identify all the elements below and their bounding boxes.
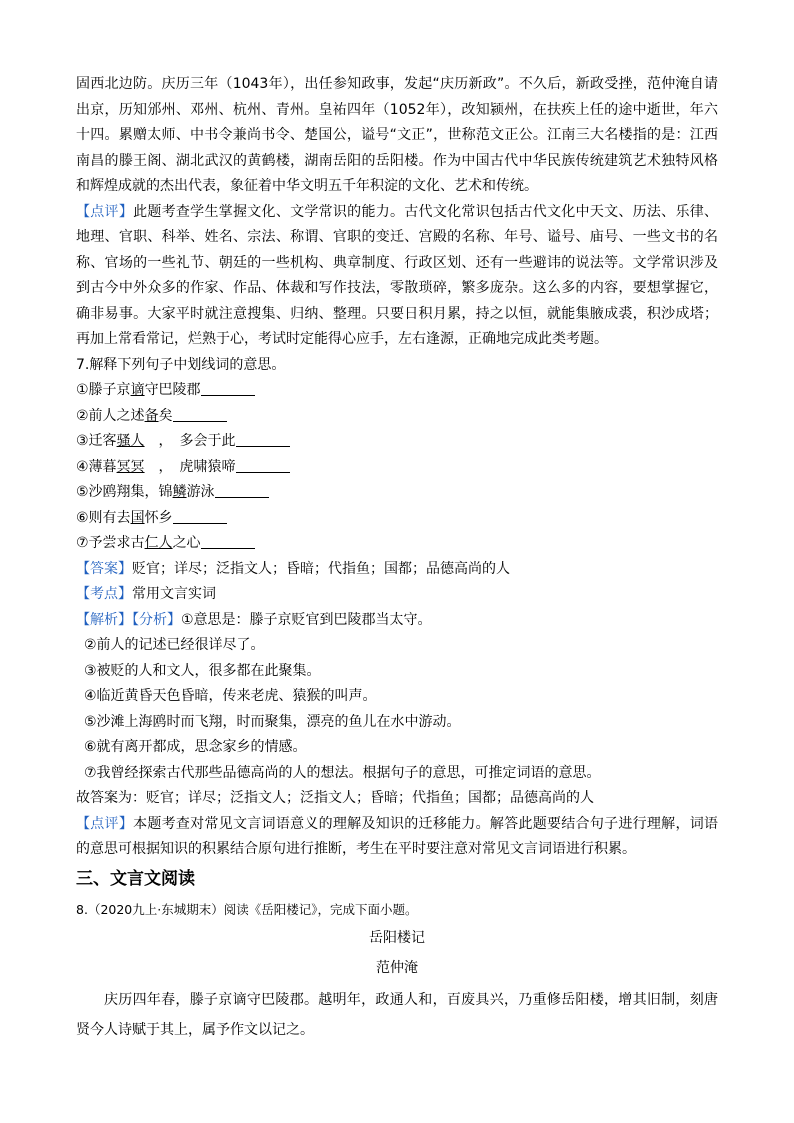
- comment-text: 此题考查学生掌握文化、文学常识的能力。古代文化常识包括古代文化中天文、历法、乐律、地理、官职、科举、姓名、宗法、称谓、官职的变迁、宫殿的名称、年号、谥号、庙号、一些文书的名称、官场的一些礼节、朝廷的一些机构、典章制度、行政区划、还有一些避讳的说法等。文学常识涉及到古今中外众多的作家、作品、体裁和写作技法，零散琐碎，繁多庞杂。这么多的内容，要想掌握它，确非易事。大家平时就注意搜集、归纳、整理。只要日积月累，持之以恒，就能集腋成裘，积沙成塔；再加上常看常记，烂熟于心，考试时定能得心应手，左右逢源，正确地完成此类考题。: [76, 203, 719, 347]
- kaodian-label: 【考点】: [76, 586, 132, 602]
- kaodian-text: 常用文言实词: [132, 586, 216, 602]
- section-heading: 三、文言文阅读: [76, 868, 195, 889]
- jiexi-line: [76, 608, 718, 634]
- q7-item-1: ①滕子京谪守巴陵郡: [76, 378, 718, 404]
- q7-item-7: ⑦予尝求古仁人之心: [76, 531, 718, 557]
- jiexi-line-3: ③被贬的人和文人，很多都在此聚集。: [84, 662, 321, 679]
- answer-blank: [236, 456, 290, 473]
- answer-line: [76, 557, 718, 583]
- answer-text: 贬官；详尽；泛指文人；昏暗；代指鱼；国都；品德高尚的人: [132, 560, 510, 577]
- fenxi-label: 【分析】: [132, 611, 181, 628]
- answer-blank: [173, 405, 227, 422]
- q7-item-4: ④薄暮冥冥 ， 虎啸猿啼: [76, 455, 718, 481]
- answer-blank: [173, 507, 227, 524]
- document-content: [76, 72, 718, 1045]
- kaodian-line: [76, 582, 718, 608]
- answer-blank: [236, 430, 290, 447]
- poem-title: 岳阳楼记: [369, 930, 425, 946]
- answer-blank: [215, 481, 269, 498]
- jiexi-line-7: ⑦我曾经探索古代那些品德高尚的人的想法。根据句子的意思，可推定词语的意思。: [84, 764, 601, 781]
- question-7-title: 7.解释下列句子中划线词的意思。: [76, 356, 286, 373]
- jiexi-line-2: ②前人的记述已经很详尽了。: [84, 637, 265, 653]
- jiexi-line-5: ⑤沙滩上海鸥时而飞翔，时而聚集，漂亮的鱼儿在水中游动。: [84, 713, 461, 730]
- jiexi-line-4: ④临近黄昏天色昏暗，传来老虎、猿猴的叫声。: [84, 688, 377, 704]
- jiexi-label: 【解析】: [76, 611, 132, 628]
- question-8: 8.（2020九上·东城期末）阅读《岳阳楼记》，完成下面小题。: [76, 901, 418, 917]
- poem-author: 范仲淹: [376, 959, 418, 976]
- answer-blank: [201, 379, 255, 396]
- q7-item-3: ③迁客骚人 ， 多会于此: [76, 429, 718, 455]
- comment-paragraph-1: [76, 200, 718, 353]
- comment-label: 【点评】: [76, 815, 134, 832]
- answer-label: 【答案】: [76, 560, 132, 577]
- comment-label: 【点评】: [76, 203, 134, 220]
- q7-item-5: ⑤沙鸥翔集，锦鳞游泳: [76, 480, 718, 506]
- jiexi-final: 故答案为：贬官；详尽；泛指文人；泛指文人；昏暗；代指鱼；国都；品德高尚的人: [76, 790, 594, 806]
- jiexi-line-6: ⑥就有离开都成，思念家乡的情感。: [84, 739, 307, 755]
- q7-item-2: ②前人之述备矣: [76, 404, 718, 430]
- question-source: （2020九上·东城期末）: [87, 901, 224, 917]
- comment-paragraph-2: [76, 812, 718, 863]
- poem-body: 庆历四年春，滕子京谪守巴陵郡。越明年，政通人和，百废具兴，乃重修岳阳楼，增其旧制，刻唐贤今人诗赋于其上，属予作文以记之。: [76, 992, 718, 1038]
- answer-blank: [201, 532, 255, 549]
- biography-paragraph: 固西北边防。庆历三年（1043年），出任参知政事，发起“庆历新政”。不久后，新政受挫，范仲淹自请出京，历知邠州、邓州、杭州、青州。皇祐四年（1052年），改知颍州，在扶疾上任的途中逝世，年六十四。累赠太师、中书令兼尚书令、楚国公，谥号“文正”，世称范文正公。江南三大名楼指的是：江西南昌的滕王阁、湖北武汉的黄鹤楼，湖南岳阳的岳阳楼。作为中国古代中华民族传统建筑艺术独特风格和辉煌成就的杰出代表，象征着中华文明五千年积淀的文化、艺术和传统。: [76, 76, 718, 194]
- jiexi-first: ①意思是：滕子京贬官到巴陵郡当太守。: [181, 611, 432, 628]
- q7-item-6: ⑥则有去国怀乡: [76, 506, 718, 532]
- comment-text: 本题考查对常见文言词语意义的理解及知识的迁移能力。解答此题要结合句子进行理解，词语的意思可根据知识的积累结合原句进行推断，考生在平时要注意对常见文言词语进行积累。: [76, 815, 719, 857]
